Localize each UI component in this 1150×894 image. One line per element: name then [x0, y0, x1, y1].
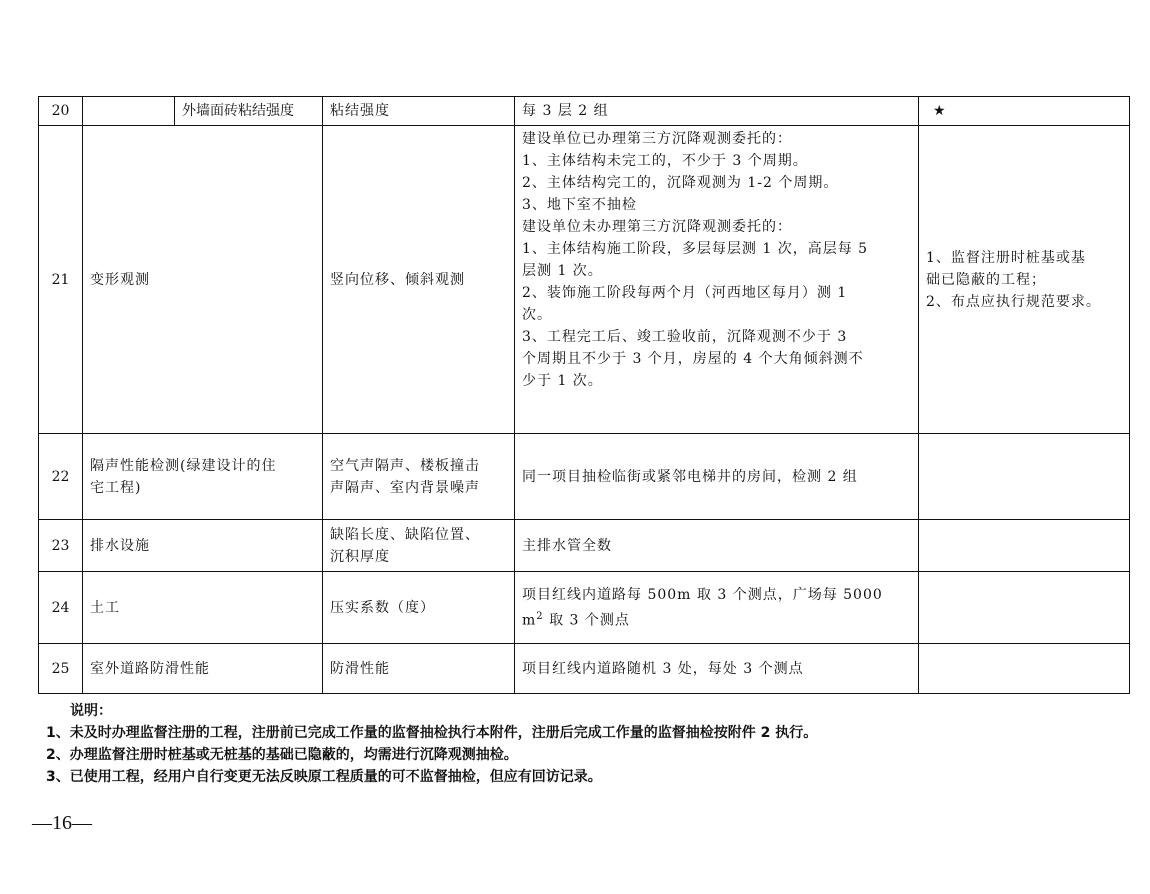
- row-number: 24: [39, 572, 83, 644]
- frequency-line: 3、地下室不抽检: [522, 197, 637, 213]
- item-name: 变形观测: [83, 126, 323, 434]
- parameter-cell: 竖向位移、倾斜观测: [323, 126, 515, 434]
- remark-line: 2、布点应执行规范要求。: [926, 293, 1101, 310]
- remark-cell: [919, 644, 1130, 694]
- frequency-cell: [515, 572, 919, 644]
- unit-exponent: 2: [536, 610, 544, 622]
- frequency-line: 建设单位已办理第三方沉降观测委托的：: [522, 131, 792, 147]
- table-row: [39, 126, 1130, 434]
- note-item: 2、办理监督注册时桩基或无桩基的基础已隐蔽的，均需进行沉降观测抽检。: [46, 747, 518, 763]
- table-row: [39, 644, 1130, 694]
- inspection-table: [38, 96, 1130, 694]
- parameter-cell: 粘结强度: [323, 97, 515, 126]
- frequency-line: 1、主体结构施工阶段，多层每层测 1 次，高层每 5: [522, 241, 869, 257]
- parameter-cell: [323, 434, 515, 520]
- row-number: 20: [39, 97, 83, 126]
- note-item: 1、未及时办理监督注册的工程，注册前已完成工作量的监督抽检执行本附件，注册后完成工作量的监督抽检按附件 2 执行。: [46, 725, 818, 741]
- frequency-cell: 每 3 层 2 组: [515, 97, 919, 126]
- frequency-line: 项目红线内道路每 500m 取 3 个测点，广场每 5000: [522, 586, 883, 603]
- item-line: 隔声性能检测(绿建设计的住: [90, 457, 277, 474]
- frequency-line: 建设单位未办理第三方沉降观测委托的：: [522, 219, 792, 235]
- notes-section: [46, 700, 818, 788]
- parameter-cell: [323, 520, 515, 572]
- frequency-line: 3、工程完工后、竣工验收前，沉降观测不少于 3: [522, 329, 848, 345]
- remark-cell: ★: [919, 97, 1130, 126]
- frequency-tail: 取 3 个测点: [543, 612, 630, 629]
- parameter-cell: 防滑性能: [323, 644, 515, 694]
- sub-item-name: 外墙面砖粘结强度: [175, 97, 323, 126]
- parameter-line: 沉积厚度: [330, 548, 390, 565]
- frequency-cell: 主排水管全数: [515, 520, 919, 572]
- table-row: [39, 97, 1130, 126]
- frequency-line: 个周期且不少于 3 个月，房屋的 4 个大角倾斜测不: [522, 351, 864, 367]
- frequency-line: 次。: [522, 307, 552, 323]
- parameter-line: 缺陷长度、缺陷位置、: [330, 526, 480, 543]
- parameter-line: 空气声隔声、楼板撞击: [330, 457, 480, 474]
- item-name: 室外道路防滑性能: [83, 644, 323, 694]
- frequency-line: 层测 1 次。: [522, 263, 603, 279]
- remark-cell: [919, 126, 1130, 434]
- item-name: [83, 434, 323, 520]
- frequency-line: 2、主体结构完工的，沉降观测为 1-2 个周期。: [522, 175, 839, 191]
- parameter-cell: 压实系数（度）: [323, 572, 515, 644]
- note-item: 3、已使用工程，经用户自行变更无法反映原工程质量的可不监督抽检，但应有回访记录。: [46, 769, 602, 785]
- frequency-line: 少于 1 次。: [522, 373, 603, 389]
- row-number: 23: [39, 520, 83, 572]
- remark-cell: [919, 520, 1130, 572]
- frequency-cell: 同一项目抽检临街或紧邻电梯井的房间，检测 2 组: [515, 434, 919, 520]
- frequency-line: 1、主体结构未完工的，不少于 3 个周期。: [522, 153, 808, 169]
- item-line: 宅工程): [90, 479, 142, 496]
- frequency-line: 2、装饰施工阶段每两个月（河西地区每月）测 1: [522, 285, 848, 301]
- table-row: [39, 572, 1130, 644]
- item-name: 土工: [83, 572, 323, 644]
- row-number: 25: [39, 644, 83, 694]
- row-number: 22: [39, 434, 83, 520]
- parameter-line: 声隔声、室内背景噪声: [330, 479, 480, 496]
- frequency-line: [522, 606, 911, 632]
- table-row: [39, 434, 1130, 520]
- table-row: [39, 520, 1130, 572]
- frequency-cell: [515, 126, 919, 434]
- item-name: 排水设施: [83, 520, 323, 572]
- remark-line: 础已隐蔽的工程；: [926, 271, 1046, 288]
- item-name: [83, 97, 175, 126]
- frequency-cell: 项目红线内道路随机 3 处，每处 3 个测点: [515, 644, 919, 694]
- remark-line: 1、监督注册时桩基或基: [926, 249, 1086, 266]
- unit-m: m: [522, 612, 537, 629]
- notes-title: 说明：: [70, 703, 112, 719]
- page-number: —16—: [32, 812, 92, 834]
- row-number: 21: [39, 126, 83, 434]
- remark-cell: [919, 434, 1130, 520]
- remark-cell: [919, 572, 1130, 644]
